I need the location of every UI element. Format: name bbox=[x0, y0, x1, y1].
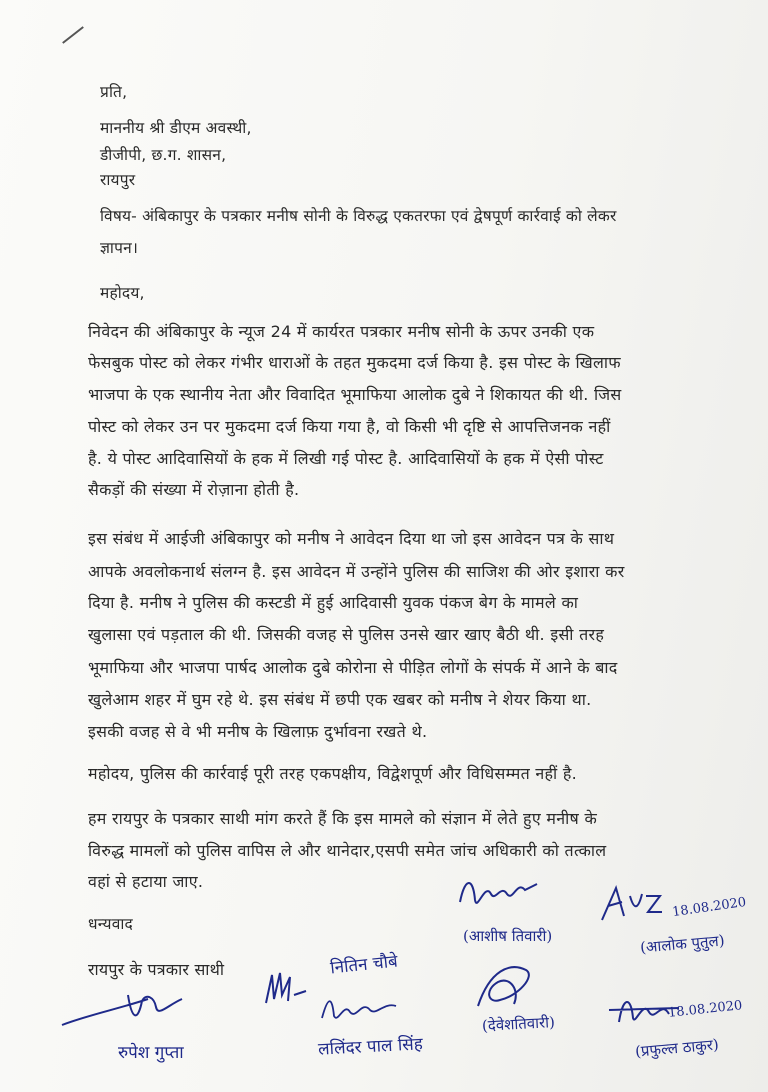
signature-alok-scribble bbox=[598, 880, 668, 930]
para1-line-3: भाजपा के एक स्थानीय नेता और विवादित भूमाफिया आलोक दुबे ने शिकायत की थी. जिस bbox=[88, 385, 622, 404]
para1-line-6: सैकड़ों की संख्या में रोज़ाना होती है. bbox=[88, 480, 300, 499]
para2-line-5: भूमाफिया और भाजपा पार्षद आलोक दुबे कोरोना से पीड़ित लोगों के संपर्क में आने के बाद bbox=[88, 658, 618, 677]
para2-line-4: खुलासा एवं पड़ताल की थी. जिसकी वजह से पुलिस उनसे खार खाए बैठी थी. इसी तरह bbox=[88, 625, 605, 644]
signature-alok-date: 18.08.2020 bbox=[671, 894, 748, 921]
signature-nitin-scribble bbox=[260, 965, 310, 1010]
para4-line-3: वहां से हटाया जाए. bbox=[88, 872, 204, 891]
signature-rupesh-scribble bbox=[58, 985, 188, 1035]
signature-nitin-name: नितिन चौबे bbox=[329, 951, 399, 979]
para3-line: महोदय, पुलिस की कार्रवाई पूरी तरह एकपक्षीय, विद्वेशपूर्ण और विधिसम्मत नहीं है. bbox=[88, 764, 578, 783]
closing-text: धन्यवाद bbox=[88, 915, 133, 933]
para2-line-7: इसकी वजह से वे भी मनीष के खिलाफ़ दुर्भावना रखते थे. bbox=[88, 722, 428, 741]
para1-line-1: निवेदन की अंबिकापुर के न्यूज 24 में कार्यरत पत्रकार मनीष सोनी के ऊपर उनकी एक bbox=[88, 322, 595, 341]
signature-ashish-scribble bbox=[455, 872, 545, 922]
signature-devesh-name: (देवेशतिवारी) bbox=[481, 1013, 556, 1035]
para4-line-1: हम रायपुर के पत्रकार साथी मांग करते हैं कि इस मामले को संज्ञान में लेते हुए मनीष के bbox=[88, 809, 598, 828]
signature-lalkar-scribble bbox=[318, 988, 408, 1028]
para2-line-3: दिया है. मनीष ने पुलिस की कस्टडी में हुई आदिवासी युवक पंकज बेग के मामले का bbox=[88, 593, 579, 612]
signature-prafulla-date: 18.08.2020 bbox=[667, 998, 744, 1021]
signature-lalkar-name: ललिंदर पाल सिंह bbox=[317, 1034, 424, 1060]
para2-line-2: आपके अवलोकनार्थ संलग्न है. इस आवेदन में उन्होंने पुलिस की साजिश की ओर इशारा कर bbox=[88, 562, 625, 581]
subject-line-2: ज्ञापन। bbox=[100, 239, 139, 257]
signature-ashish-name: (आशीष तिवारी) bbox=[463, 927, 553, 945]
from-text: रायपुर के पत्रकार साथी bbox=[88, 960, 225, 979]
addressee-line-1: माननीय श्री डीएम अवस्थी, bbox=[100, 119, 252, 137]
para2-line-6: खुलेआम शहर में घुम रहे थे. इस संबंध में छपी एक खबर को मनीष ने शेयर किया था. bbox=[88, 690, 592, 709]
addressee-line-2: डीजीपी, छ.ग. शासन, bbox=[100, 146, 227, 164]
para1-line-5: है. ये पोस्ट आदिवासियों के हक में लिखी गई पोस्ट है. आदिवासियों के हक में ऐसी पोस्ट bbox=[88, 449, 604, 468]
signature-prafulla-name: (प्रफुल्ल ठाकुर) bbox=[634, 1035, 720, 1061]
salutation: महोदय, bbox=[100, 284, 145, 302]
para1-line-2: फेसबुक पोस्ट को लेकर गंभीर धाराओं के तहत मुकदमा दर्ज किया है. इस पोस्ट के खिलाफ bbox=[88, 353, 621, 372]
prati-label: प्रति, bbox=[100, 83, 128, 101]
addressee-line-3: रायपुर bbox=[100, 171, 136, 189]
pen-mark bbox=[62, 26, 84, 44]
subject-line-1: विषय- अंबिकापुर के पत्रकार मनीष सोनी के विरुद्ध एकतरफा एवं द्वेषपूर्ण कार्रवाई को लेकर bbox=[100, 207, 617, 225]
para2-line-1: इस संबंध में आईजी अंबिकापुर को मनीष ने आवेदन दिया था जो इस आवेदन पत्र के साथ bbox=[88, 529, 615, 548]
signature-devesh-scribble bbox=[470, 960, 540, 1015]
signature-rupesh-name: रुपेश गुप्ता bbox=[118, 1043, 184, 1063]
signature-alok-name: (आलोक पुतुल) bbox=[639, 931, 726, 957]
para4-line-2: विरुद्ध मामलों को पुलिस वापिस ले और थानेदार,एसपी समेत जांच अधिकारी को तत्काल bbox=[88, 841, 607, 860]
para1-line-4: पोस्ट को लेकर उन पर मुकदमा दर्ज किया गया है, वो किसी भी दृष्टि से आपत्तिजनक नहीं bbox=[88, 417, 611, 436]
